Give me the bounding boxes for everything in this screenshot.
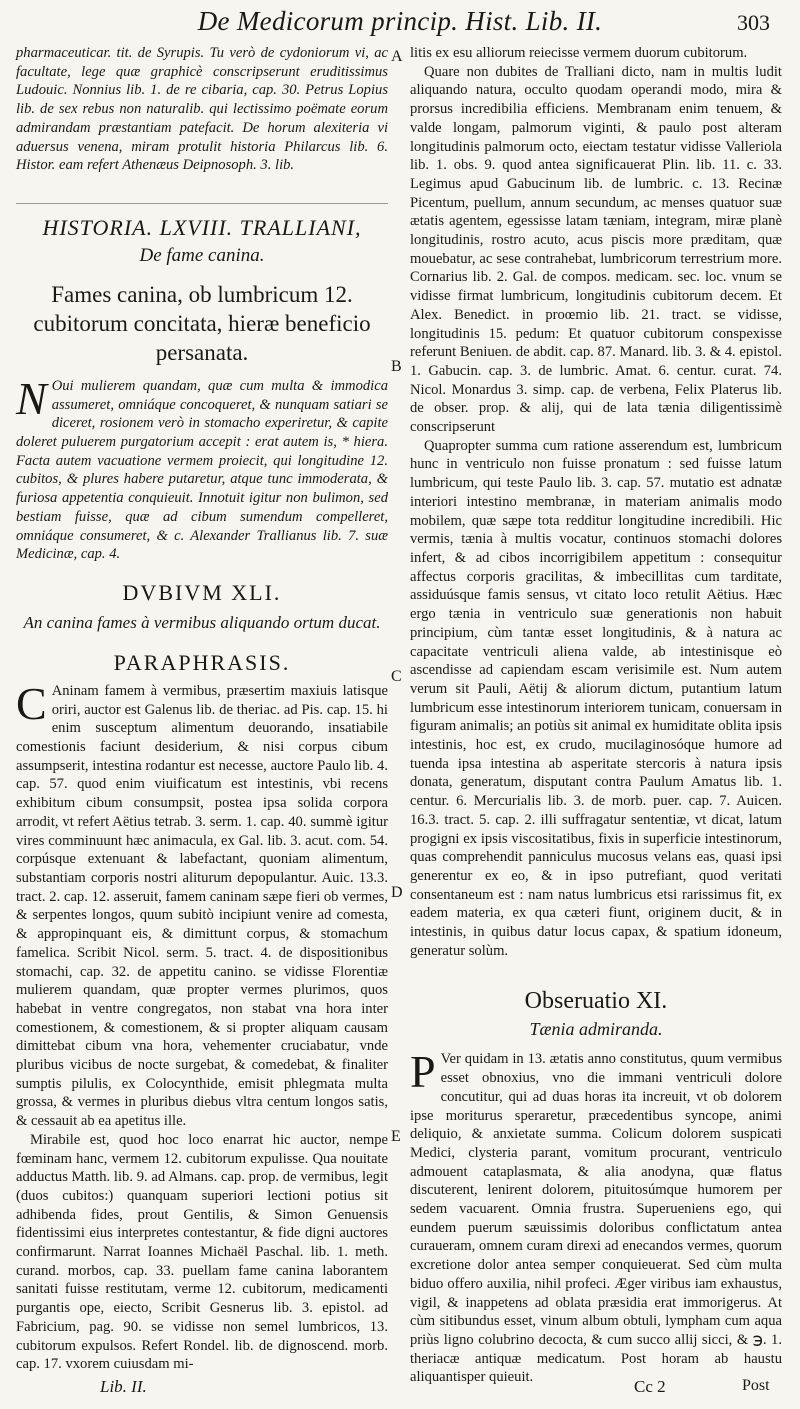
right-continuation: litis ex esu alliorum reiecisse vermem duorum cubitorum. [410,45,748,61]
page-number: 303 [737,10,770,35]
fames-heading: Fames canina, ob lumbricum 12. cubitorum concitata, hieræ beneficio persanata. [33,281,371,365]
paraphrasis-title: PARAPHRASIS. [113,649,291,675]
right-column [410,44,782,1387]
signature-mark: Cc 2 [634,1377,666,1396]
historia-title: HISTORIA. LXVIII. TRALLIANI, [16,203,388,242]
margin-letter-c: C [391,668,402,685]
page-header [0,4,800,38]
historia-text: Oui mulierem quandam, quæ cum multa & immodica assumeret, omniáque concoqueret, & nunquam satiari se diceret, rosionem verò in stomacho experiretur, & capite doleret puluerem purgatorium accepit : erat autem is, * hiera. Facta autem vacuatione vermem proiecit, qui longitudine 12. cubitos, & plures habere putaretur, atque tunc immoderata, & furiosa appetentia conquieuit. Innotuit igitur non bulimon, sed bestiam fuisse, quæ ad cibum sumendum compelleret, omniáque consumeret, & c. Alexander Trallianus lib. 7. suæ Medicinæ, cap. 4. [16,377,388,563]
margin-letter-e: E [391,1128,401,1145]
margin-letter-b: B [391,358,402,375]
paraphrasis-paragraph [16,677,388,1131]
mirabile-paragraph: Mirabile est, quod hoc loco enarrat hic auctor, nempe fœminam hanc, vermem 12. cubitorum expulisse. Qua nouitate adductus Matth. lib. 9. ad Almans. cap. prop. de vermibus, legit (duos cubitos:) quanquam superiori lectioni potius sit adhibenda fides, prout Gentilis, & Simon Genuensis fidentissimi eius interpretes contestantur, & fide digni auctores confirmarunt. Narrat Ioannes Michaël Paschal. lib. 1. meth. curand. morbos, cap. 33. puellam fame canina laborantem sanitati fuisse restitutam, verme 12. cubitorum, medicamenti purgantis ope, eiecto, Scribit Gesnerus lib. 3. epistol. ad Fabricium, pag. 90. se vidisse non semel lumbricos, 13. cubitorum expulsos. Refert Rondel. lib. de dignoscend. morb. cap. 17. vxorem cuiusdam mi- [16,1131,388,1373]
observatio-subtitle: Tænia admiranda. [529,1019,663,1040]
paraphrasis-text: Aninam famem à vermibus, præsertim maxiuis latisque oriri, auctor est Galenus lib. de theriac. ad Pis. cap. 15. hi enim susceptum alimentum deuorando, insatiabile comestionis faciunt desiderium, & nisi corpus cibum assumpserit, intestina rodantur est necesse, auctore Paulo lib. 4. cap. 57. quod enim viuificatum est intestinis, vbi recens exhibitum cibum consumpsit, postea ipsa solida corpora arrodit, vt refert Aëtius tetrab. 3. serm. 1. cap. 40. summè igitur vires comminuunt hæc animacula, ex Gal. lib. 3. acut. com. 54. corpúsque extenuant & labefactant, quoniam alimentum, substantiam corporis nostri aliturum depopulantur. Auic. 13.3. tract. 2. cap. 12. asseruit, famem caninam sæpe fieri ob vermes, & serpentes longos, quum subitò incipiunt venire ad comesta, & appropinquant eis, & dimittunt corpus, & stomachum famelica. Scribit Nicol. serm. 5. tract. 4. de dispositionibus stomachi, cap. 32. de appetitu canino. se vidisse Florentiæ mulierem quandam, quæ propter vermes plurimos, quos habebat in ventre congregatos, non stabat vna hora inter comestionem, & comestionem, & si propter aliquam causam dimittebat cibum vna hora, vehementer cruciabatur, vnde pluribus vicibus de nocte surgebat, & comedebat, & finaliter sumptis pilulis, ex Colocynthide, emisit phlegmata multa grossa, & vermes in pluribus diebus vltra centum longos satis, & cessauit ab ea apetitus ille. [16,682,388,1130]
margin-letter-d: D [391,884,403,901]
observatio-dropcap: P [410,1046,436,1098]
running-title: De Medicorum princip. Hist. Lib. II. [197,6,603,36]
intro-paragraph: pharmaceuticar. tit. de Syrupis. Tu verò de cydoniorum vi, ac facultate, lege quæ graphicè conscripserunt eruditissimus Ludouic. Nonnius lib. 1. de re cibaria, cap. 30. Petrus Lopius lib. de sex rebus non naturalib. qui lectissimo poëmate eorum admirandam præstantiam patefacit. De horum alexiteria vi aduersus venena, miram protulit historia Philarcus lib. 6. Histor. eam refert Athenæus Deipnosoph. 3. lib. [16,45,388,174]
footer-book-label: Lib. II. [100,1377,147,1396]
catchword: Post [742,1377,770,1394]
observatio-paragraph [410,1046,782,1387]
historia-subtitle: De fame canina. [139,244,265,266]
paraphrasis-dropcap: C [16,677,47,729]
historia-paragraph [16,372,388,564]
margin-letter-a: A [391,48,403,65]
quare-paragraph: Quare non dubites de Tralliani dicto, nam in multis ludit aliquando natura, occulto quodam operandi modo, mira & prorsus incredibilia efficiens. Membranam enim tenuem, & valde longam, palmorum viginti, & paulo post alteram longitudinis palmorum octo, eiectam testatur vidisse Valleriola lib. 1. obs. 9. quod antea significauerat Plin. lib. 11. c. 33. Legimus apud Gabucinum lib. de lumbric. c. 13. Recinæ Picentum, puellum, annum secundum, ac menses quatuor suæ ætatis agentem, egessisse latam tæniam, integram, miræ planè longitudinis, rostro acuto, acus piscis more præditam, quæ mouebatur, ac sese contrahebat, lumbricorum terrestrium more. Cornarius lib. 2. Gal. de compos. medicam. sec. loc. vnum se vidisse firmat lumbricum, longitudinis cubitorum decem. Et Alex. Benedict. in proœmio lib. 21. tract. se vidisse, longitudinis 15. pedum: Et quatuor cubitorum conspexisse referunt Beniuen. de abdit. cap. 87. Manard. lib. 3. & 4. epistol. 1. Gabucin. cap. 3. de lumbric. Amat. 6. centur. curat. 74. Nicol. Monardus 3. simp. cap. de verbena, Felix Platerus lib. de obser. prop. & alij, qui de lata tænia diligentissimè conscripserunt [410,63,782,436]
observatio-title: Obseruatio XI. [524,988,668,1015]
dubium-subtitle: An canina fames à vermibus aliquando ortum ducat. [23,612,381,632]
observatio-text: Ver quidam in 13. ætatis anno constitutus, quum vermibus esset obnoxius, vno die immani ventriculi dolore concutitur, qui ad duas horas ita increuit, vt ob dolorem ipse moriturus speraretur, præcedentibus syncope, animi deliquio, & anxietate summa. Colicum dolorem suspicati Medici, clysteria parant, vomitum procurant, ventriculo admouent cataplasmata, & alia anodyna, quæ flatus discuterent, lenirent dolorem, pituitosúmque humorem per sedem vacuarent. Omnia frustra. Superueniens ego, qui eundem puerum sæuissimis doloribus conflictatum antea curaueram, omnem curam direxi ad enecandos vermes, quorum excretione dolor antea semper conquieuerat. Sed cùm multa biduo offero auxilia, nihil profeci. Æger viribus iam exhaustus, vigil, & inappetens ad oblata præsidia erat immorigerus. At cùm sitibundus esset, vinum album obtuli, lympham cum aqua priùs ligno colubrino decocta, & cum succo allij sicci, & ℈. 1. theriacæ antiquæ medicatum. Post horam ab haustu aliquantisper quieuit. [410,1051,782,1386]
dubium-title: DVBIVM XLI. [122,579,282,605]
historia-dropcap: N [16,372,47,424]
quapropter-paragraph: Quapropter summa cum ratione asserendum est, lumbricum hunc in ventriculo non fuisse pronatum : sed fuisse latum lumbricum, qui teste Paulo lib. 3. cap. 57. mutatio est adnatæ interiori intestino membranæ, in materiam animalis modo mobilem, quæ sæpe tota redditur longitudine incredibili. Hic vermis, tænia à multis vocatur, continuos stomachi dolores infert, & ad cibos incorrigibilem appetitum : consequitur affectus corporis gracilitas, & imbecillitas cum tarditate, assiduúsque famis sensus, vt citato loco retulit Aëtius. Hæc ergo tænia in ventriculo suæ generationis non habuit principium, cùm tantæ esset longitudinis, & à natura ac capacitate ventriculi aliena valde, ab intestinisque eò ascendisse ad capiendam escam verisimile est. Num autem verum sit Pauli, Aëtij & aliorum dictum, putantium latum lumbricum esse intestinorum interiorem tunicam, conuersam in figuram animalis; an potiùs sit animal ex humiditate oblita ipsis intestinis, hoc est, ex crudo, mucilaginosóque humore ad tuenda ipsa intestina ab asperitate stercoris à natura ipsis donata, generatum, disputant contra Paulum Amatus lib. 1. centur. 6. Mercurialis lib. 3. de morb. puer. cap. 7. Auicen. 16.3. tract. 5. cap. 2. illi suffragatur sententiæ, vt dicat, latum progigni ex ipsis viscositatibus, fixis in superficie intestinorum, quas comprehendit panniculus mucosus velans eas, quasi ipsi generentur ex eo, & in ipso putrefiant, quod veritati consentaneum est : nam natus lumbricus etsi rarissimus fit, ex eadem materia, ex qua cæteri fiunt, originem ducit, & in intestinis, in quibus datur locus capax, & spatium idoneum, generatur solùm. [410,437,782,959]
left-column [16,44,388,1374]
